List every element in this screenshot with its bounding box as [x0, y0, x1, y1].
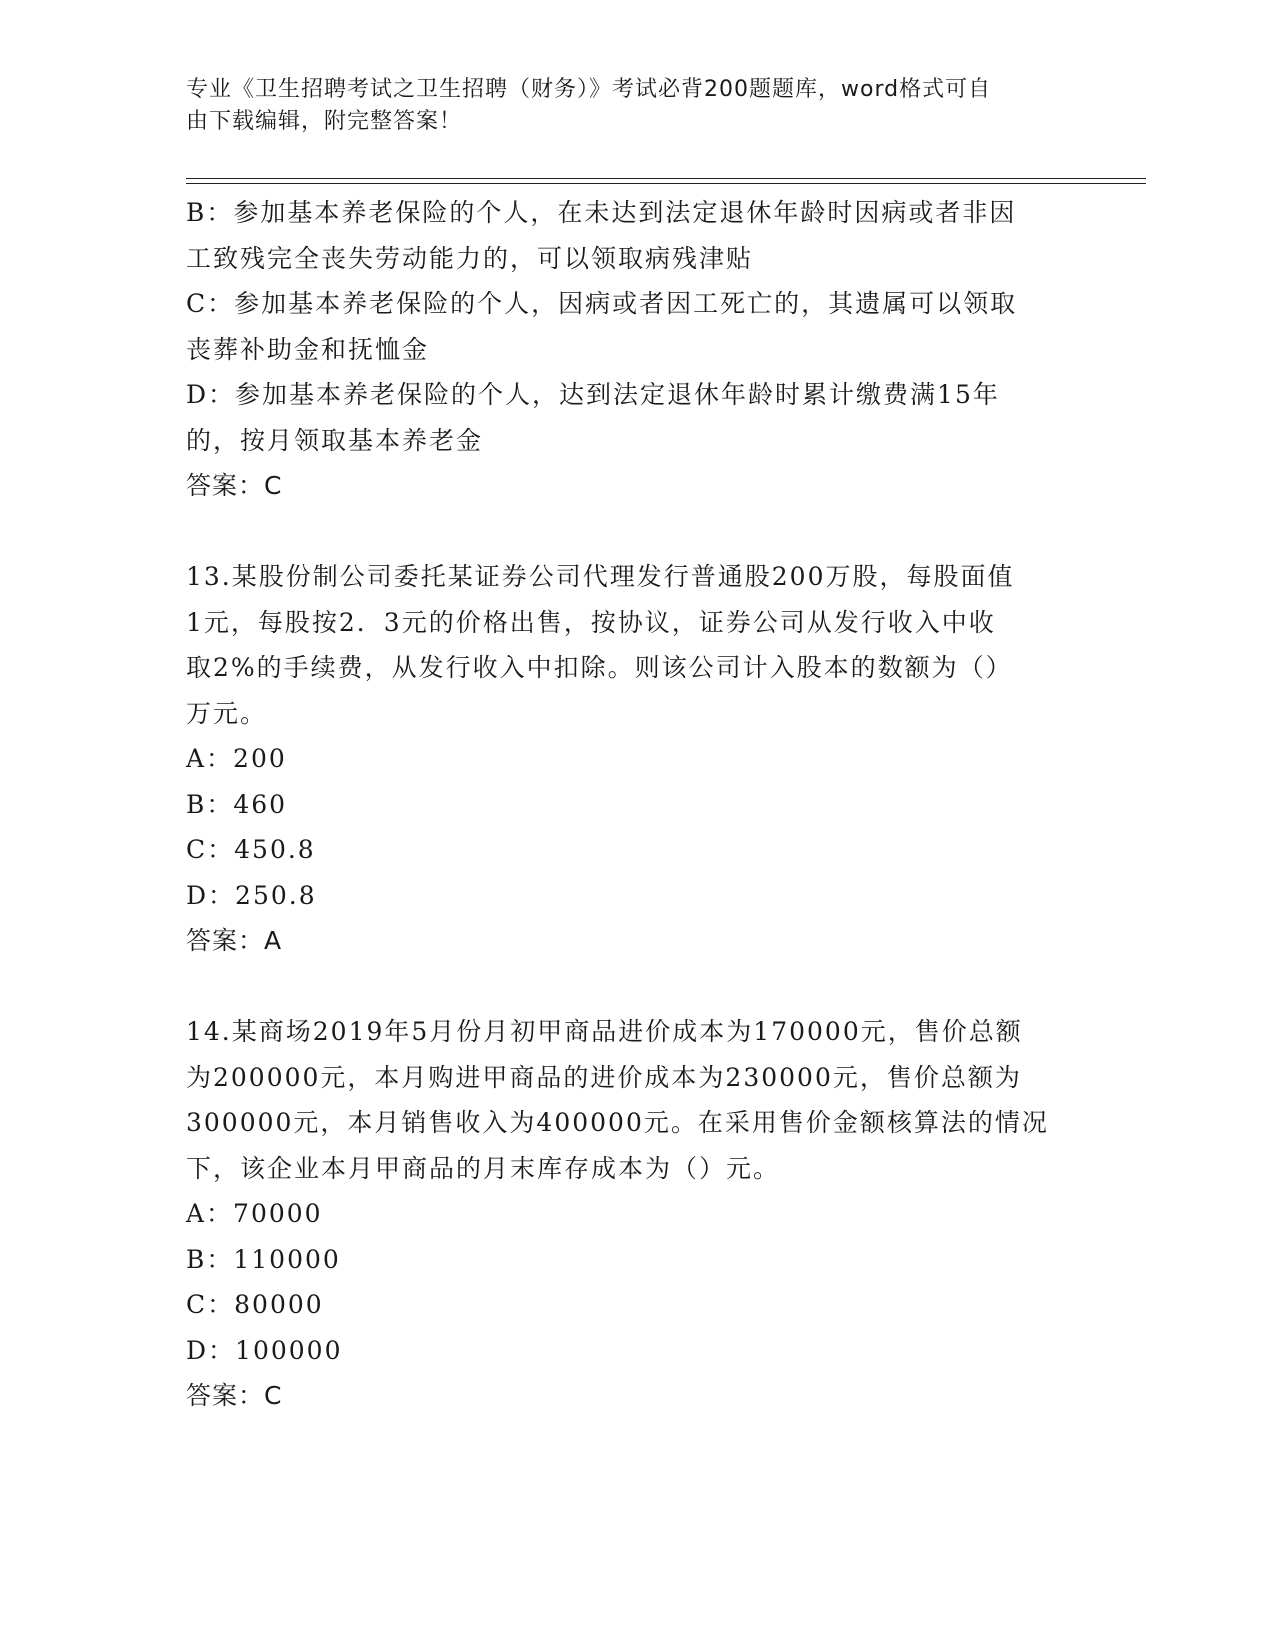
q13-stem-line-4: 万元。	[186, 698, 268, 728]
question-12	[186, 190, 1076, 509]
q14-answer: 答案：C	[186, 1381, 283, 1410]
q14-option-a: A：70000	[186, 1199, 323, 1228]
q14-option-d: D：100000	[186, 1335, 343, 1365]
q13-stem-line-1: 13.某股份制公司委托某证券公司代理发行普通股200万股，每股面值	[186, 562, 1015, 591]
spacer	[186, 964, 1076, 1010]
document-header	[186, 74, 1066, 138]
header-divider-bottom	[186, 183, 1146, 184]
q12-answer: 答案：C	[186, 471, 283, 500]
q14-option-b: B：110000	[186, 1244, 341, 1274]
header-line-1: 专业《卫生招聘考试之卫生招聘（财务）》考试必背200题题库，word格式可自	[186, 77, 992, 102]
q14-option-c: C：80000	[186, 1290, 324, 1319]
q13-option-a: A：200	[186, 744, 287, 773]
header-divider-top	[186, 178, 1146, 179]
q14-stem-line-1: 14.某商场2019年5月份月初甲商品进价成本为170000元，售价总额	[186, 1017, 1023, 1046]
q12-option-b-line-2: 工致残完全丧失劳动能力的，可以领取病残津贴	[186, 243, 754, 273]
header-line-2: 由下载编辑，附完整答案！	[186, 109, 463, 134]
q13-option-d: D：250.8	[186, 880, 317, 910]
q14-stem-line-3: 300000元，本月销售收入为400000元。在采用售价金额核算法的情况	[186, 1108, 1049, 1137]
q12-option-d-line-2: 的，按月领取基本养老金	[186, 425, 484, 455]
q14-stem-line-2: 为200000元，本月购进甲商品的进价成本为230000元，售价总额为	[186, 1062, 1022, 1092]
q13-option-c: C：450.8	[186, 835, 316, 864]
q14-stem-line-4: 下，该企业本月甲商品的月末库存成本为（）元。	[186, 1153, 781, 1183]
q13-option-b: B：460	[186, 789, 288, 819]
q13-answer: 答案：A	[186, 926, 283, 955]
question-14	[186, 1009, 1076, 1419]
q12-option-b-line-1: B：参加基本养老保险的个人，在未达到法定退休年龄时因病或者非因	[186, 198, 1017, 227]
q12-option-c-line-2: 丧葬补助金和抚恤金	[186, 334, 430, 364]
document-body	[186, 190, 1076, 1419]
q12-option-d-line-1: D：参加基本养老保险的个人，达到法定退休年龄时累计缴费满15年	[186, 380, 1000, 409]
spacer	[186, 509, 1076, 555]
q13-stem-line-2: 1元，每股按2．3元的价格出售，按协议，证券公司从发行收入中收	[186, 607, 996, 637]
q12-option-c-line-1: C：参加基本养老保险的个人，因病或者因工死亡的，其遗属可以领取	[186, 289, 1018, 318]
question-13	[186, 554, 1076, 964]
q13-stem-line-3: 取2%的手续费，从发行收入中扣除。则该公司计入股本的数额为（）	[186, 653, 1013, 682]
